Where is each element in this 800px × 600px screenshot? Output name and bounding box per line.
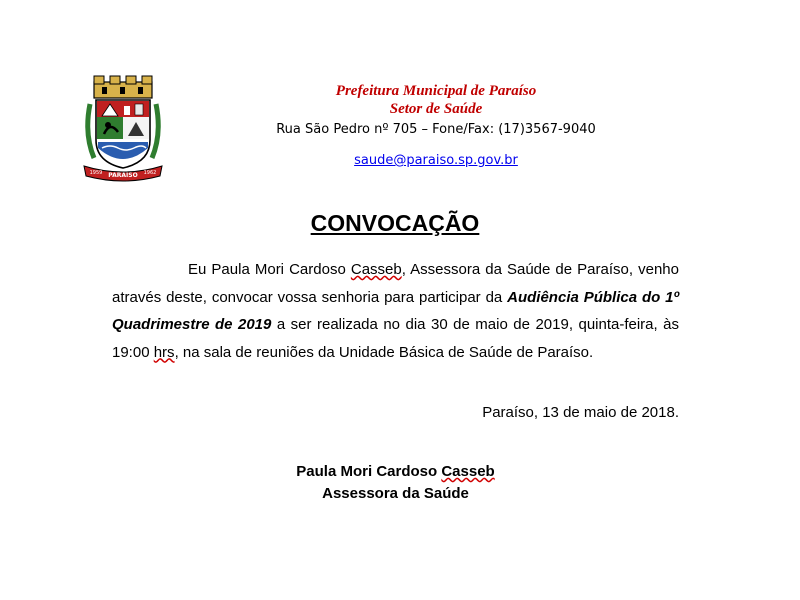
event-name: Audiência Pública do 1º Quadrimestre de 2019 [112, 288, 679, 333]
misspelled-word: Casseb [350, 261, 402, 278]
signature-name [212, 463, 579, 480]
letterhead [260, 82, 612, 169]
crest-banner-text: PARAISO [108, 172, 138, 179]
body-text-part3: a ser realizada no dia 30 de maio de 2019, quinta-feira, às 19:00 [112, 316, 680, 361]
body-text-part2: , Assessora da Saúde de Paraíso, venho através deste, convocar vossa senhoria para participar da [112, 261, 679, 306]
body-text-part1: Eu Paula Mori Cardoso [188, 261, 351, 278]
email-link[interactable]: saude@paraiso.sp.gov.br [354, 153, 518, 168]
misspelled-word: Casseb [441, 463, 495, 480]
body-text-part4: , na sala de reuniões da Unidade Básica de Saúde de Paraíso. [174, 343, 594, 361]
crest-year-right: 1962 [143, 170, 157, 176]
page-title: CONVOCAÇÃO [310, 210, 480, 236]
org-name: Prefeitura Municipal de Paraíso [335, 83, 537, 99]
org-address: Rua São Pedro nº 705 – Fone/Fax: (17)3567-9040 [276, 122, 596, 137]
misspelled-word: hrs [153, 343, 175, 361]
signature-role: Assessora da Saúde [322, 485, 469, 502]
org-department: Setor de Saúde [389, 101, 483, 117]
coat-of-arms-icon [80, 74, 166, 186]
signature-name-prefix: Paula Mori Cardoso [296, 463, 442, 480]
body-paragraph [112, 256, 679, 366]
crest-year-left: 1959 [89, 170, 103, 176]
date-line: Paraíso, 13 de maio de 2018. [482, 404, 679, 421]
